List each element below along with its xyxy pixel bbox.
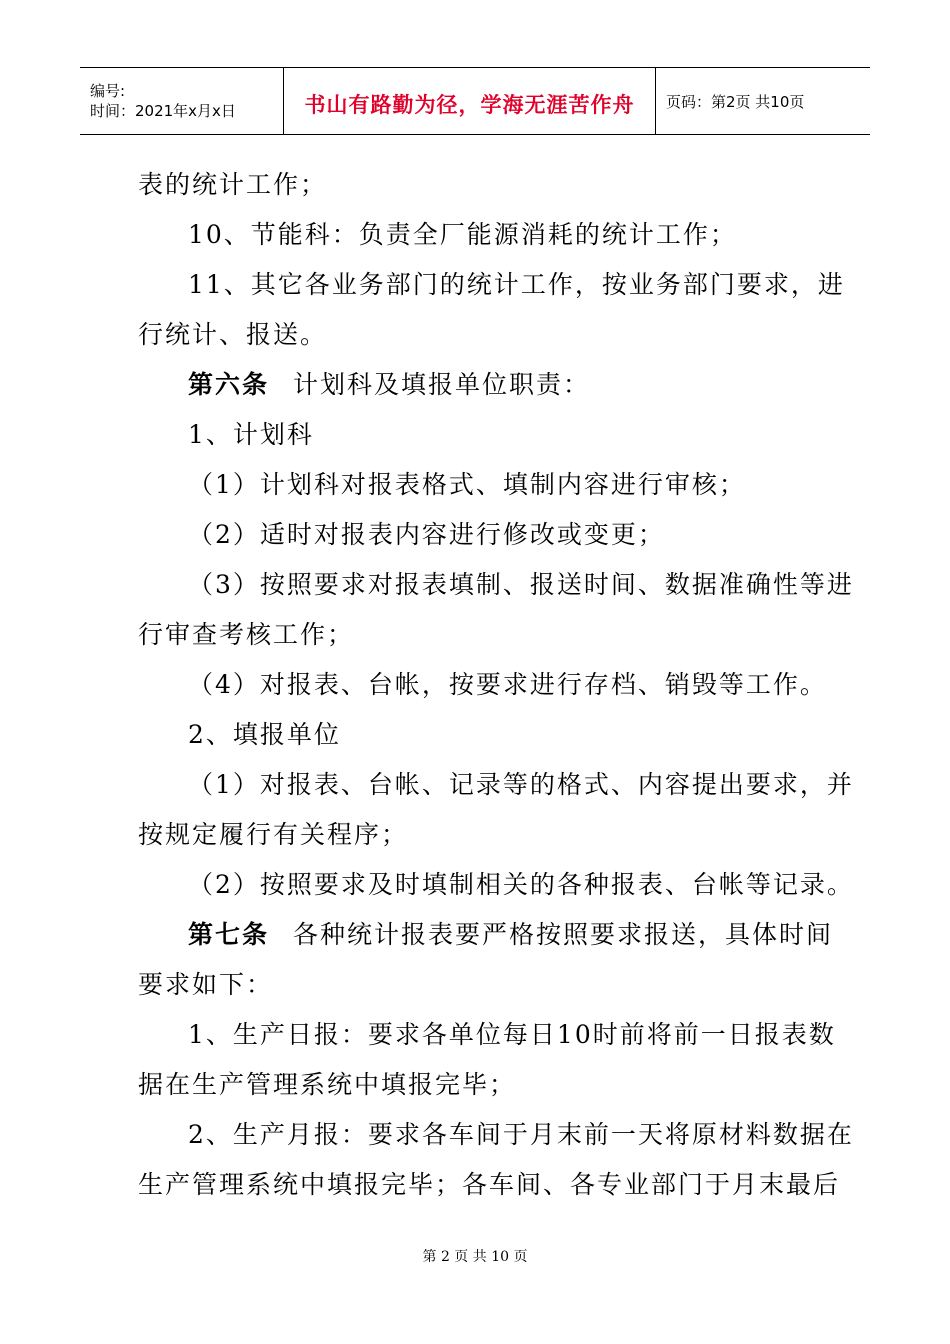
paragraph-line: 2、填报单位 bbox=[188, 720, 341, 749]
document-body bbox=[138, 160, 854, 1210]
paragraph-line: （1）对报表、台帐、记录等的格式、内容提出要求，并 bbox=[188, 770, 854, 799]
paragraph-line: 1、计划科 bbox=[188, 420, 314, 449]
article-six-heading bbox=[138, 360, 818, 410]
page-footer: 第 2 页 共 10 页 bbox=[422, 1249, 528, 1265]
paragraph-line: 据在生产管理系统中填报完毕； bbox=[138, 1070, 517, 1099]
paragraph-line: （2）适时对报表内容进行修改或变更； bbox=[188, 520, 665, 549]
paragraph-line: （2）按照要求及时填制相关的各种报表、台帐等记录。 bbox=[188, 870, 854, 899]
paragraph-line: 2、生产月报：要求各车间于月末前一天将原材料数据在 bbox=[188, 1120, 854, 1149]
header-page-code: 页码：第2页 共10页 bbox=[666, 92, 805, 111]
paragraph-line: 行统计、报送。 bbox=[138, 320, 328, 349]
document-number-label: 编号: bbox=[90, 82, 126, 100]
page-header bbox=[80, 67, 870, 135]
document-time: 时间：2021年x月x日 bbox=[90, 102, 236, 120]
paragraph-line: 11、其它各业务部门的统计工作，按业务部门要求，进 bbox=[188, 270, 845, 299]
paragraph-line: 按规定履行有关程序； bbox=[138, 820, 409, 849]
paragraph-line: （1）计划科对报表格式、填制内容进行审核； bbox=[188, 470, 746, 499]
article-seven-label: 第七条 bbox=[188, 920, 270, 949]
header-page-cell bbox=[656, 68, 870, 134]
paragraph-line: 1、生产日报：要求各单位每日10时前将前一日报表数 bbox=[188, 1020, 836, 1049]
paragraph-line: （3）按照要求对报表填制、报送时间、数据准确性等进 bbox=[188, 570, 854, 599]
header-motto: 书山有路勤为径，学海无涯苦作舟 bbox=[304, 93, 635, 117]
paragraph-line: 行审查考核工作； bbox=[138, 620, 355, 649]
paragraph-line: 表的统计工作； bbox=[138, 170, 328, 199]
paragraph-line: （4）对报表、台帐，按要求进行存档、销毁等工作。 bbox=[188, 670, 827, 699]
header-meta bbox=[80, 68, 284, 134]
article-six-title: 计划科及填报单位职责： bbox=[293, 370, 591, 399]
paragraph-line: 要求如下： bbox=[138, 970, 274, 999]
header-motto-cell bbox=[284, 68, 656, 134]
article-seven-text: 各种统计报表要严格按照要求报送，具体时间 bbox=[293, 920, 834, 949]
paragraph-line: 生产管理系统中填报完毕；各车间、各专业部门于月末最后 bbox=[138, 1170, 841, 1199]
paragraph-line: 10、节能科：负责全厂能源消耗的统计工作； bbox=[188, 220, 737, 249]
article-six-label: 第六条 bbox=[188, 370, 270, 399]
article-seven-heading bbox=[138, 910, 834, 960]
